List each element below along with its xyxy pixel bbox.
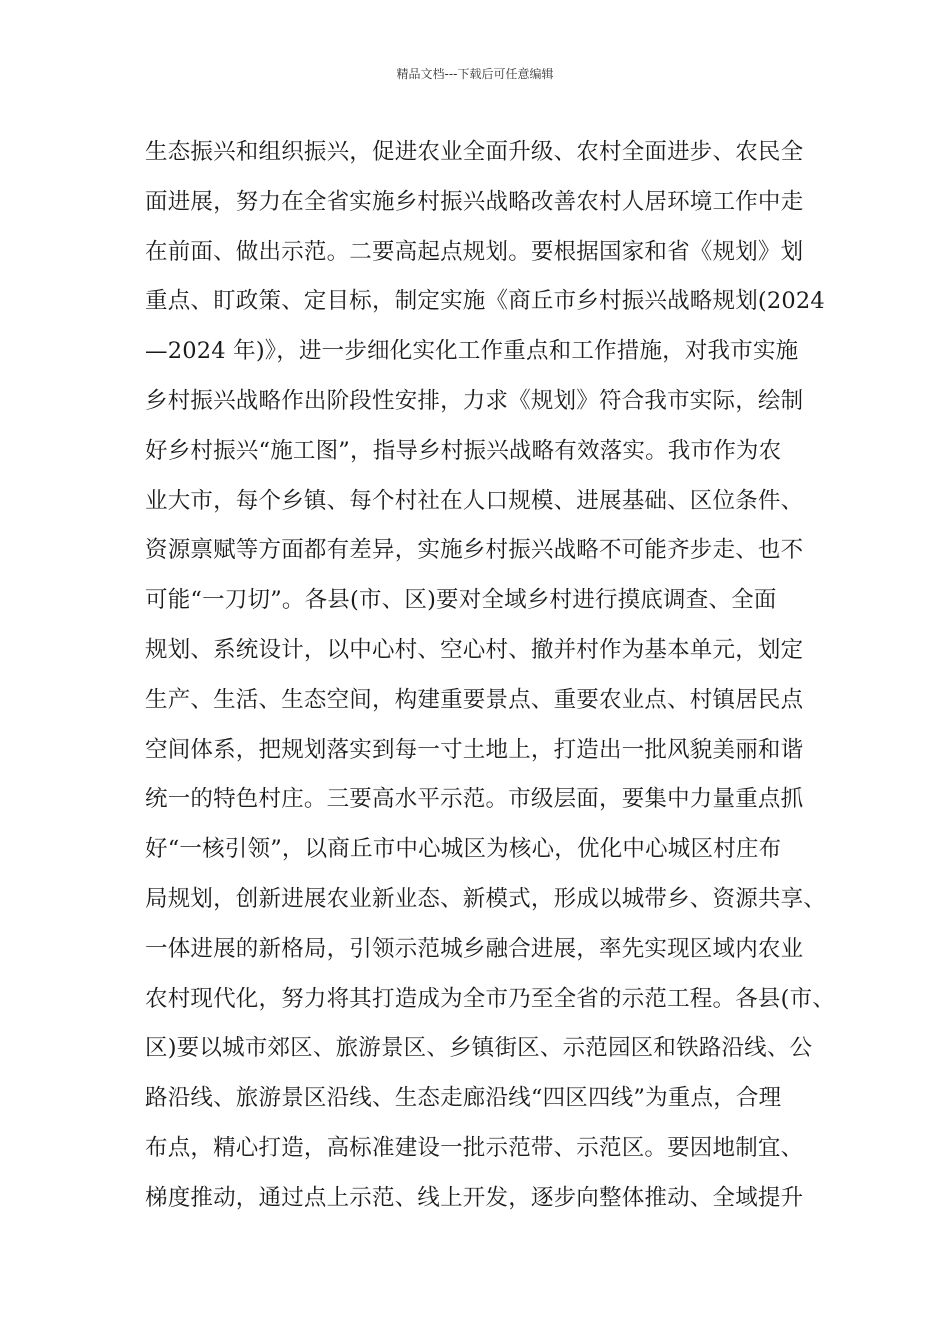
text-line: 乡村振兴战略作出阶段性安排，力求《规划》符合我市实际，绘制 — [145, 387, 804, 414]
text-line: 统一的特色村庄。三要高水平示范。市级层面，要集中力量重点抓 — [145, 786, 804, 813]
text-line: 好乡村振兴“施工图”，指导乡村振兴战略有效落实。我市作为农 — [145, 437, 782, 464]
document-body — [145, 128, 835, 1224]
text-line: 规划、系统设计，以中心村、空心村、撤并村作为基本单元，划定 — [145, 636, 804, 663]
text-line: 可能“一刀切”。各县(市、区)要对全域乡村进行摸底调查、全面 — [145, 587, 777, 614]
text-line: —2024 年)》，进一步细化实化工作重点和工作措施，对我市实施 — [145, 338, 799, 365]
text-line: 资源禀赋等方面都有差异，实施乡村振兴战略不可能齐步走、也不 — [145, 537, 804, 564]
text-line: 路沿线、旅游景区沿线、生态走廊沿线“四区四线”为重点，合理 — [145, 1085, 782, 1112]
text-line: 好“一核引领”，以商丘市中心城区为核心，优化中心城区村庄布 — [145, 836, 782, 863]
text-line: 局规划，创新进展农业新业态、新模式，形成以城带乡、资源共享、 — [145, 885, 827, 912]
text-line: 空间体系，把规划落实到每一寸土地上，打造出一批风貌美丽和谐 — [145, 736, 804, 763]
text-line: 区)要以城市郊区、旅游景区、乡镇街区、示范园区和铁路沿线、公 — [145, 1035, 813, 1062]
text-line: 在前面、做出示范。二要高起点规划。要根据国家和省《规划》划 — [145, 238, 804, 265]
page-header: 精品文档---下载后可任意编辑 — [396, 67, 554, 81]
text-line: 面进展，努力在全省实施乡村振兴战略改善农村人居环境工作中走 — [145, 188, 804, 215]
text-line: 生产、生活、生态空间，构建重要景点、重要农业点、村镇居民点 — [145, 686, 804, 713]
text-line: 布点，精心打造，高标准建设一批示范带、示范区。要因地制宜、 — [145, 1134, 804, 1161]
text-line: 农村现代化，努力将其打造成为全市乃至全省的示范工程。各县(市、 — [145, 985, 835, 1012]
text-line: 一体进展的新格局，引领示范城乡融合进展，率先实现区域内农业 — [145, 935, 804, 962]
text-line: 重点、盯政策、定目标，制定实施《商丘市乡村振兴战略规划(2024 — [145, 288, 825, 315]
text-line: 梯度推动，通过点上示范、线上开发，逐步向整体推动、全域提升 — [145, 1184, 804, 1211]
text-line: 生态振兴和组织振兴，促进农业全面升级、农村全面进步、农民全 — [145, 139, 804, 165]
text-line: 业大市，每个乡镇、每个村社在人口规模、进展基础、区位条件、 — [145, 487, 804, 514]
